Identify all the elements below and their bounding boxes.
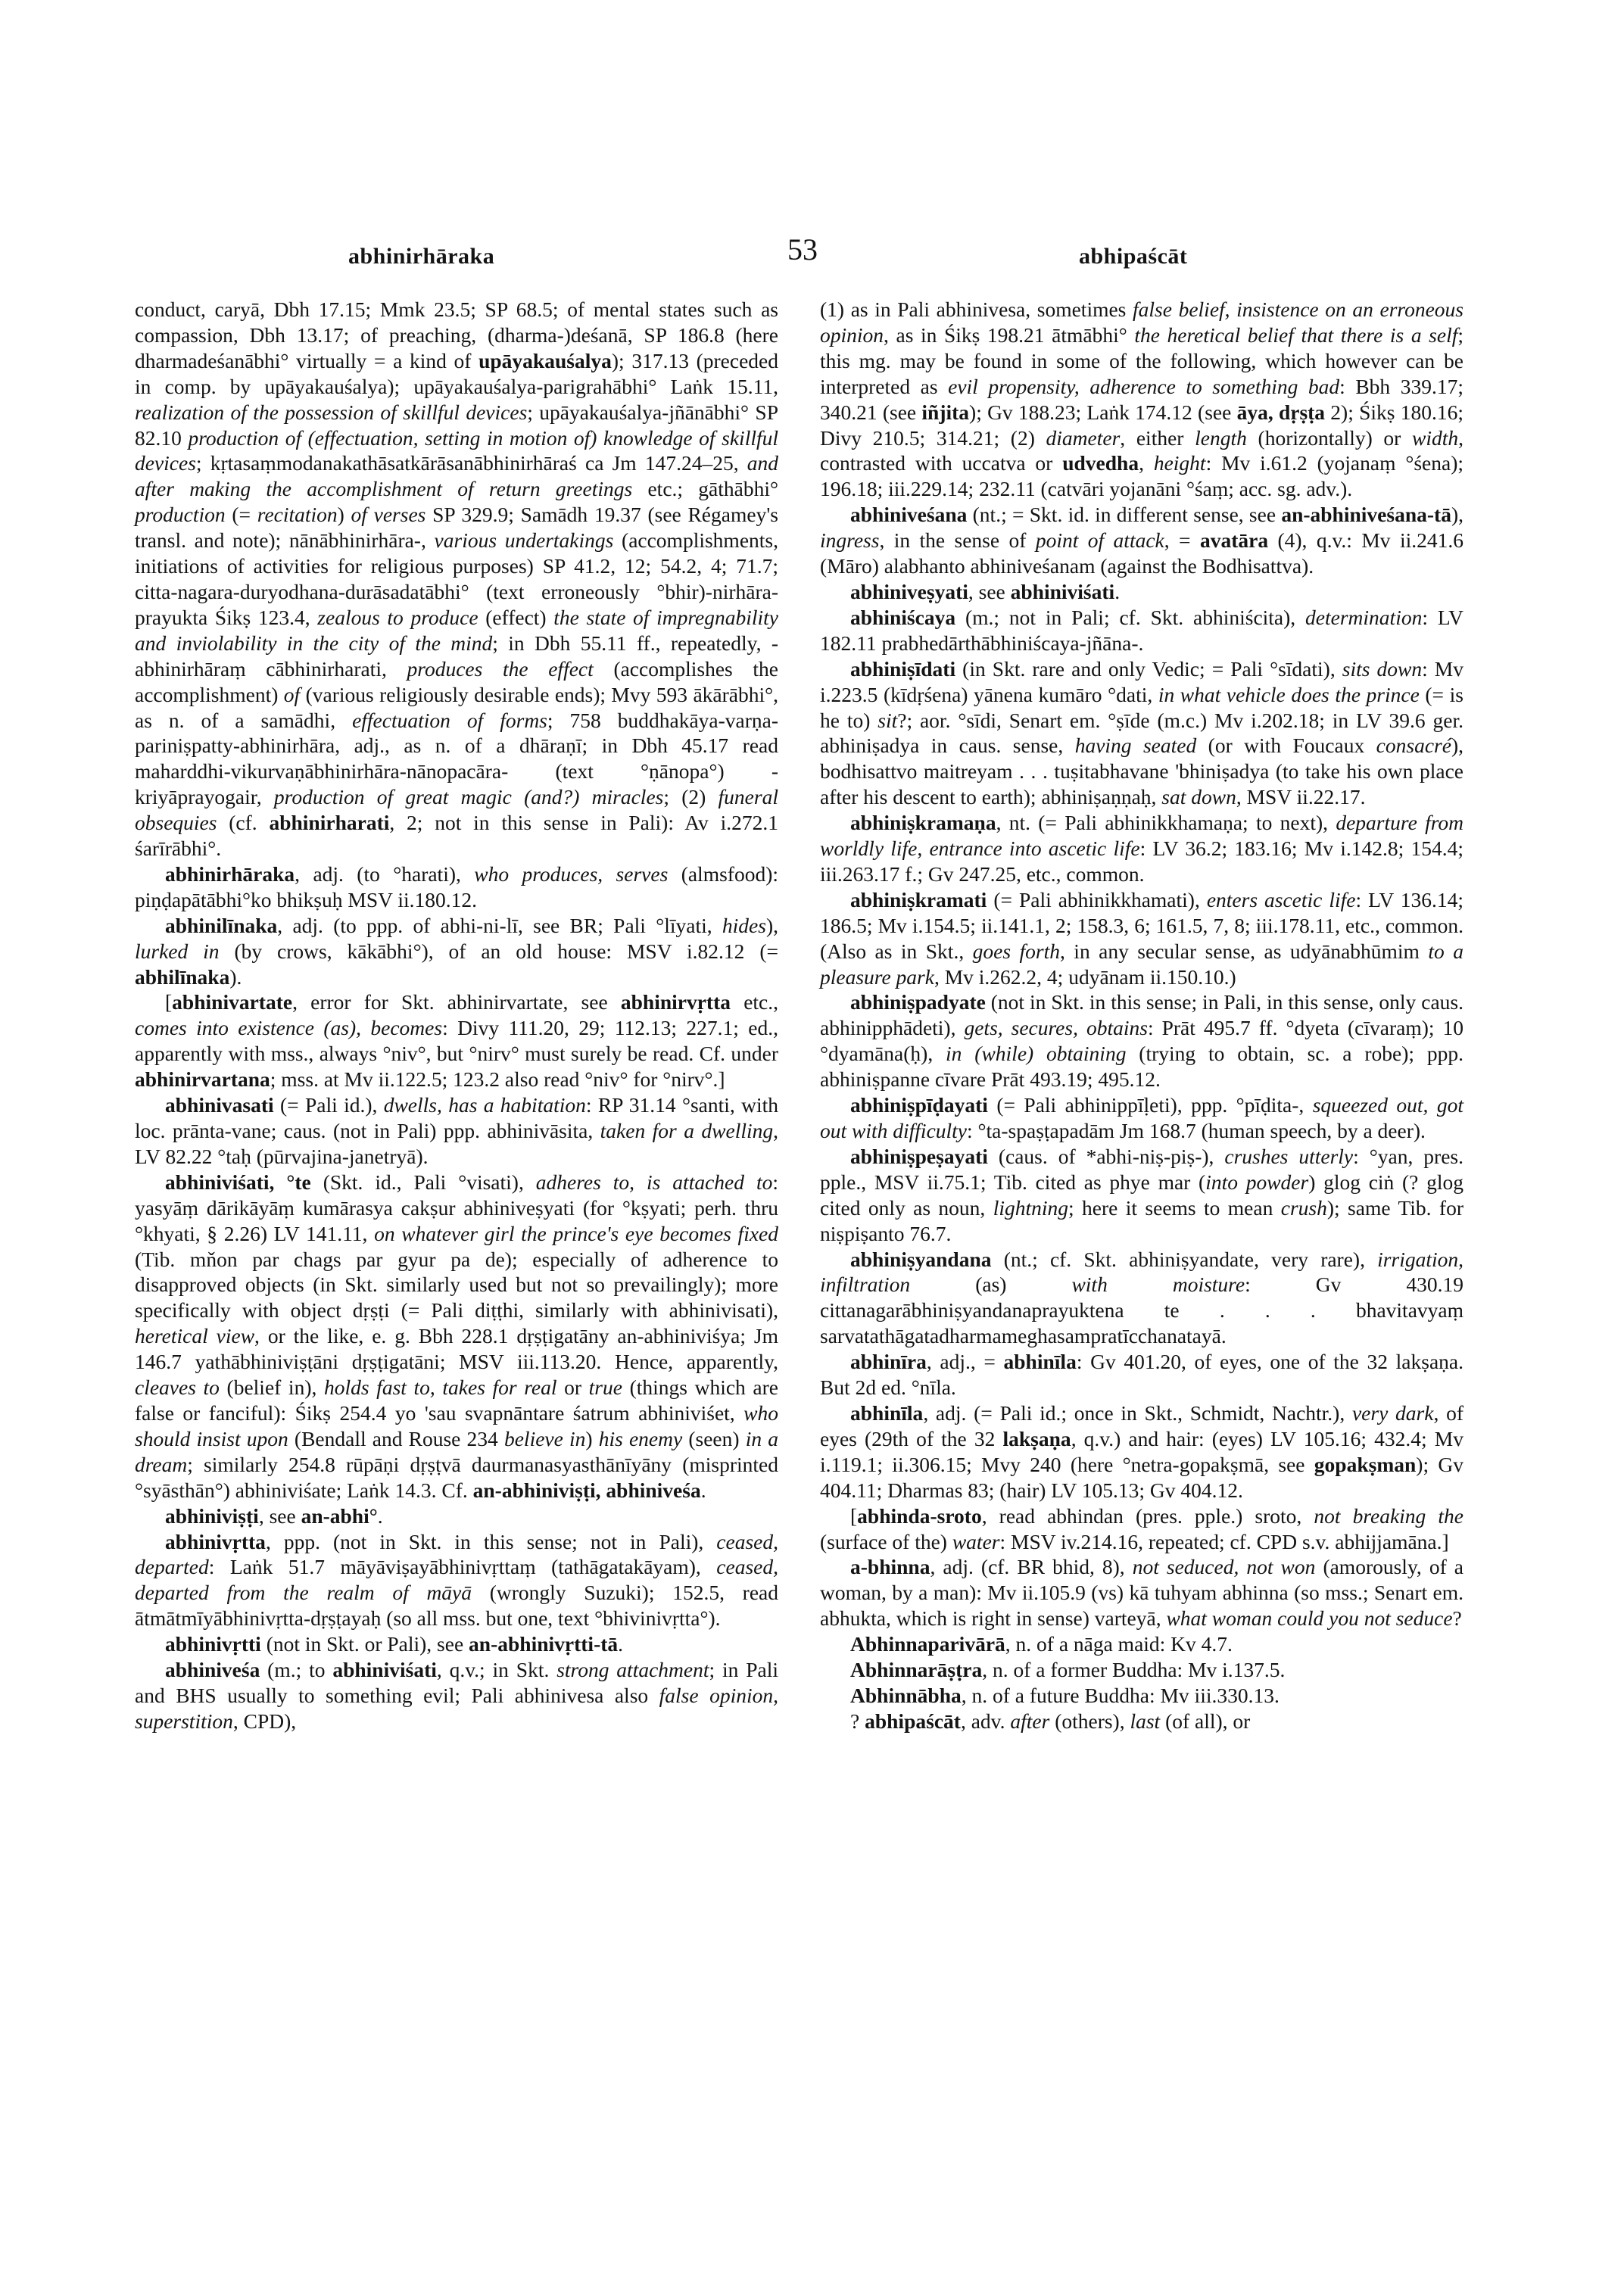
- gloss-text: sits down: [1342, 656, 1423, 681]
- gloss-text: not breaking the: [1314, 1503, 1463, 1528]
- entry-text: , either: [1120, 425, 1195, 450]
- entry-text: : LV 136.14; 186.5; Mv i.154.5; ii.141.1, 2; 158.3, 6; 161.5, 7, 8; iii.178.11, etc., common. (Also as in Skt.,: [820, 887, 1463, 963]
- entry-text: , q.v.; in Skt.: [436, 1658, 557, 1682]
- headword: abhilīnaka: [135, 964, 230, 989]
- gloss-text: and after making the accomplishment of return greetings: [135, 451, 778, 501]
- entry-text: : °yan, pres. pple., MSV ii.75.1; Tib. cited as phye mar (: [820, 1144, 1463, 1194]
- entry-text: (horizontally) or: [1246, 425, 1412, 450]
- headword: abhinirvartana: [135, 1067, 270, 1092]
- headword: abhinirvṛtta: [620, 990, 731, 1014]
- entry-text: ?; aor. °sīdi, Senart em. °ṣīde (m.c.) Mv i.202.18; in LV 39.6 ger. abhiniṣadya in caus. sense,: [820, 708, 1463, 758]
- entry-text: , of eyes (29th of the 32: [820, 1400, 1463, 1450]
- headword: abhiniviśati: [1010, 579, 1115, 603]
- gloss-text: in what vehicle does the prince: [1158, 682, 1420, 706]
- headword: abhinivartate: [172, 990, 293, 1014]
- dictionary-entry: [820, 1554, 1463, 1631]
- entry-text: , or the like, e. g. Bbh 228.1 dṛṣṭigatāny an-abhiniviśya; Jm 146.7 yathābhiniviṣṭāni dṛṣṭigatāni; MSV iii.113.20. Hence, apparently,: [135, 1324, 778, 1374]
- entry-text: ),: [1451, 503, 1463, 527]
- entry-text: (in Skt. rare and only Vedic; = Pali °sīdati),: [955, 656, 1342, 681]
- entry-text: (Skt. id., Pali °visati),: [310, 1170, 536, 1194]
- entry-text: , in any secular sense, as udyānabhūmim: [1059, 939, 1429, 963]
- gloss-text: taken for a dwelling: [600, 1119, 774, 1142]
- entry-text: (by crows, kākābhi°), of an old house: MSV i.82.12 (=: [219, 939, 778, 963]
- headword: abhiniveśa: [165, 1658, 260, 1682]
- gloss-text: width: [1412, 425, 1459, 450]
- gloss-text: produces the effect: [407, 656, 594, 681]
- entry-text: ).: [229, 964, 242, 989]
- gloss-text: production: [135, 503, 226, 527]
- dictionary-entry: [135, 1529, 778, 1632]
- headword: abhinivṛtti: [165, 1632, 261, 1656]
- entry-text: (surface of the): [820, 1529, 952, 1553]
- gloss-text: lurked in: [135, 939, 220, 963]
- entry-text: (caus. of *abhi-niṣ-piṣ-),: [987, 1144, 1225, 1168]
- gloss-text: heretical view: [135, 1324, 255, 1348]
- entry-text: (amorously, of a woman, by a man): Mv ii.105.9 (vs) kā tuhyam abhinna (so mss.; Senart em. abhukta, which is right in sense) varteyā,: [820, 1555, 1463, 1631]
- entry-text: , 2; not in this sense in Pali): Av i.272.1 śarīrābhi°.: [135, 811, 778, 861]
- gloss-text: departure from worldly life, entrance into ascetic life: [820, 811, 1463, 861]
- gloss-text: in (while) obtaining: [946, 1042, 1127, 1066]
- dictionary-entry: [820, 1683, 1463, 1709]
- gloss-text: comes into existence (as), becomes: [135, 1016, 443, 1040]
- gloss-text: cleaves to: [135, 1375, 220, 1400]
- headword: iñjita: [921, 400, 970, 424]
- dictionary-entry: [820, 1631, 1463, 1657]
- entry-text: (= Pali id.),: [273, 1093, 384, 1117]
- page-number: 53: [787, 232, 818, 266]
- entry-text: (m.; not in Pali; cf. Skt. abhiniścita),: [955, 605, 1306, 629]
- entry-text: (things which are false or fanciful): Śikṣ 254.4 yo 'sau svapnāntare śatrum abhiniviśet,: [135, 1375, 778, 1425]
- entry-text: (of all), or: [1160, 1709, 1251, 1733]
- entry-text: ; upāyakauśalya-jñānābhi° SP 82.10: [135, 400, 778, 450]
- entry-text: , LV 82.22 °taḥ (pūrvajina-janetryā).: [135, 1119, 778, 1168]
- gloss-text: ceased, departed from the realm of māyā: [135, 1555, 778, 1605]
- entry-text: ): [585, 1426, 599, 1450]
- entry-text: [: [165, 990, 173, 1014]
- gloss-text: lightning: [993, 1195, 1068, 1220]
- gloss-text: false opinion, superstition: [135, 1683, 778, 1733]
- gloss-text: height: [1153, 451, 1206, 475]
- entry-text: : Prāt 495.7 ff. °dyeta (cīvaraṃ); 10 °dyamāna(ḥ),: [820, 1016, 1464, 1066]
- gloss-text: water: [952, 1529, 1000, 1553]
- headword: abhinīla: [850, 1400, 924, 1425]
- gloss-text: funeral obsequies: [135, 785, 778, 835]
- entry-text: .: [618, 1632, 624, 1656]
- dictionary-entry: [135, 1503, 778, 1529]
- entry-text: , adj. (= Pali id.; once in Skt., Schmidt, Nachtr.),: [923, 1400, 1352, 1425]
- entry-text: , see: [968, 579, 1011, 603]
- headword: abhiniveṣyati: [850, 579, 968, 603]
- gloss-text: into powder: [1205, 1170, 1309, 1194]
- headword: upāyakauśalya: [478, 348, 612, 372]
- headword: gopakṣman: [1314, 1452, 1417, 1476]
- entry-text: : Gv 430.19 cittanagarābhiniṣyandanaprayuktena te . . . bhavitavyaṃ sarvatathāgatadharmameghasampratīcchanatayā.: [820, 1273, 1463, 1348]
- gloss-text: effectuation of forms: [352, 708, 547, 732]
- entry-text: , =: [1164, 528, 1200, 553]
- gloss-text: production of (effectuation, setting in motion of) knowledge of skillful devices: [135, 425, 779, 475]
- entry-continuation: [820, 297, 1463, 502]
- running-head-right: abhipaścāt: [1079, 244, 1188, 269]
- headword: abhiniṣpīḍayati: [850, 1093, 988, 1117]
- entry-text: , read abhindan (pres. pple.) sroto,: [981, 1503, 1314, 1528]
- headword: abhiniṣpadyate: [850, 990, 986, 1014]
- dictionary-entry: [820, 1349, 1463, 1400]
- dictionary-entry: [820, 887, 1463, 990]
- dictionary-entry: [820, 810, 1463, 887]
- entry-text: (as): [910, 1273, 1072, 1297]
- gloss-text: what woman could you not seduce: [1166, 1606, 1453, 1631]
- entry-text: ; here it seems to mean: [1068, 1195, 1281, 1220]
- gloss-text: enters ascetic life: [1206, 887, 1356, 911]
- entry-text: , error for Skt. abhinirvartate, see: [292, 990, 621, 1014]
- entry-text: ?: [850, 1709, 865, 1733]
- gloss-text: length: [1195, 425, 1247, 450]
- entry-text: (= Pali abhinippīḷeti), ppp. °pīḍita-,: [987, 1093, 1313, 1117]
- gloss-text: gets, secures, obtains: [964, 1016, 1148, 1040]
- headword: abhinda-sroto: [857, 1503, 982, 1528]
- entry-text: , MSV ii.22.17.: [1236, 785, 1366, 809]
- dictionary-entry: [820, 1657, 1463, 1683]
- entry-text: (almsfood): piṇḍapātābhi°ko bhikṣuḥ MSV ii.180.12.: [135, 861, 778, 911]
- gloss-text: diameter: [1046, 425, 1121, 450]
- dictionary-entry: [135, 1657, 778, 1734]
- entry-text: ,: [1139, 451, 1154, 475]
- entry-text: ; this mg. may be found in some of the following, which however can be interpreted as: [820, 322, 1463, 398]
- entry-text: , adj. (to °harati),: [295, 861, 475, 886]
- entry-text: conduct, caryā, Dbh 17.15; Mmk 23.5; SP 68.5; of mental states such as compassion, Dbh 13.17; of preaching, (dharma-)deśanā, SP 186.8 (here dharmadeśanābhi° virtually = a kind of: [135, 298, 778, 372]
- entry-text: , adj. (cf. BR bhid, 8),: [930, 1555, 1133, 1579]
- gloss-text: believe in: [503, 1426, 586, 1450]
- gloss-text: sit: [877, 708, 898, 732]
- entry-text: : Mv i.223.5 (kīdṛśena) yānena kumāro °dati,: [820, 656, 1464, 706]
- entry-text: (Bendall and Rouse 234: [288, 1426, 504, 1450]
- entry-text: (belief in),: [219, 1375, 324, 1400]
- gloss-text: goes forth: [972, 939, 1060, 963]
- gloss-text: irrigation, infiltration: [820, 1247, 1463, 1297]
- entry-text: : RP 31.14 °santi, with loc. prānta-vane; caus. (not in Pali) ppp. abhinivāsita,: [135, 1093, 779, 1142]
- headword: an-abhi°: [301, 1503, 378, 1528]
- entry-text: , q.v.) and hair: (eyes) LV 105.16; 432.4; Mv i.119.1; ii.306.15; Mvy 240 (here °netra-gopakṣmā, see: [820, 1426, 1463, 1476]
- entry-text: (trying to obtain, sc. a robe); ppp. abhiniṣpanne cīvare Prāt 493.19; 495.12.: [820, 1042, 1463, 1092]
- dictionary-entry: [820, 989, 1463, 1092]
- headword: abhiniṣkramaṇa: [850, 811, 996, 835]
- entry-text: (=: [225, 503, 257, 527]
- gloss-text: on whatever girl the prince's eye becomes fixed: [374, 1221, 778, 1245]
- dictionary-entry: [820, 1709, 1463, 1734]
- headword: abhiniviṣṭi: [165, 1503, 259, 1528]
- entry-text: : Gv 401.20, of eyes, one of the 32 lakṣaṇa. But 2d ed. °nīla.: [820, 1350, 1463, 1400]
- entry-text: (4), q.v.: Mv ii.241.6 (Māro) alabhanto abhiniveśanam (against the Bodhisattva).: [820, 528, 1463, 578]
- gloss-text: point of attack: [1035, 528, 1164, 553]
- dictionary-entry: [820, 1092, 1463, 1144]
- entry-text: ; 758 buddhakāya-varṇa-pariniṣpatty-abhinirhāra, adj., as n. of a dhāraṇī; in Dbh 45.17 read maharddhi-vikurvaṇābhinirhāra-nānopacāra- (text °ṇānopa°) -kriyāprayogair,: [135, 708, 778, 809]
- headword: abhiniveśana: [850, 503, 968, 527]
- headword: abhiniṣkramati: [850, 887, 987, 911]
- gloss-text: false belief, insistence on an erroneous opinion: [820, 298, 1463, 347]
- dictionary-entry: [135, 1092, 778, 1170]
- entry-text: , adj., =: [926, 1350, 1004, 1374]
- entry-text: , CPD),: [232, 1709, 297, 1733]
- entry-text: ): [337, 503, 351, 527]
- entry-text: , as in Śikṣ 198.21 ātmābhi°: [884, 322, 1135, 347]
- gloss-text: ceased, departed: [135, 1529, 778, 1579]
- dictionary-entry: [135, 989, 778, 1092]
- headword: abhinīra: [850, 1350, 927, 1374]
- entry-text: ; (2): [663, 785, 718, 809]
- gloss-text: last: [1130, 1709, 1161, 1733]
- dictionary-entry: [820, 1144, 1463, 1247]
- gloss-text: who produces, serves: [474, 861, 669, 886]
- gloss-text: in a dream: [135, 1426, 779, 1476]
- gloss-text: various undertakings: [434, 528, 614, 553]
- entry-text: , in the sense of: [879, 528, 1036, 553]
- gloss-text: strong attachment: [556, 1658, 709, 1682]
- entry-text: (not in Skt. or Pali), see: [260, 1632, 469, 1656]
- entry-text: : Laṅk 51.7 māyāviṣayābhinivṛttaṃ (tathāgatakāyam),: [208, 1555, 717, 1579]
- gloss-text: determination: [1305, 605, 1423, 629]
- entry-text: : Mv i.61.2 (yojanaṃ °śena); 196.18; iii.229.14; 232.11 (catvāri yojanāni °śaṃ; acc. sg. adv.).: [820, 451, 1463, 501]
- entry-text: (1) as in Pali abhinivesa, sometimes: [820, 298, 1133, 321]
- entry-text: (= Pali abhinikkhamati),: [987, 887, 1207, 911]
- gloss-text: dwells, has a habitation: [383, 1093, 586, 1117]
- entry-text: ; kṛtasaṃmodanakathāsatkārāsanābhinirhāraś ca Jm 147.24–25,: [195, 451, 747, 475]
- entry-text: ?: [1452, 1606, 1462, 1631]
- entry-text: ); same Tib. for niṣpiṣanto 76.7.: [820, 1195, 1463, 1245]
- entry-text: etc.; gāthābhi°: [632, 477, 778, 501]
- entry-text: : Bbh 339.17; 340.21 (see: [820, 374, 1463, 424]
- entry-text: : Divy 111.20, 29; 112.13; 227.1; ed., apparently with mss., always °niv°, but °nirv° must surely be read. Cf. under: [135, 1016, 778, 1066]
- entry-text: (not in Skt. in this sense; in Pali, in this sense, only caus. abhinipphādeti),: [820, 990, 1463, 1040]
- entry-text: (cf.: [217, 811, 270, 835]
- headword: Abhinnābha: [850, 1683, 962, 1707]
- gloss-text: after: [1010, 1709, 1050, 1733]
- entry-text: .: [1114, 579, 1121, 603]
- entry-text: (m.; to: [260, 1658, 333, 1682]
- gloss-text: hides: [722, 913, 766, 937]
- entry-text: , n. of a nāga maid: Kv 4.7.: [1005, 1632, 1233, 1656]
- gloss-text: his enemy: [598, 1426, 683, 1450]
- dictionary-entry: [135, 1631, 778, 1657]
- gloss-text: of: [283, 682, 301, 706]
- gloss-text: to a pleasure park: [820, 939, 1463, 989]
- headword: abhiniṣpeṣayati: [850, 1144, 988, 1168]
- entry-text: ) glog ciṅ (? glog cited only as noun,: [820, 1170, 1463, 1220]
- entry-text: SP 329.9; Samādh 19.37 (see Régamey's transl. and note); nānābhinirhāra-,: [135, 503, 778, 553]
- entry-text: , ppp. (not in Skt. in this sense; not in Pali),: [265, 1529, 717, 1553]
- dictionary-entry: [820, 1247, 1463, 1350]
- entry-text: : LV 182.11 prabhedārthābhiniścaya-jñāna-.: [820, 605, 1463, 655]
- gloss-text: crush: [1280, 1195, 1327, 1220]
- entry-text: (effect): [478, 605, 554, 629]
- entry-text: .: [377, 1503, 383, 1528]
- headword: lakṣaṇa: [1002, 1426, 1071, 1450]
- entry-text: .: [700, 1478, 706, 1502]
- gloss-text: ingress: [820, 528, 880, 553]
- entry-text: , n. of a former Buddha: Mv i.137.5.: [982, 1658, 1286, 1682]
- entry-text: ; mss. at Mv ii.122.5; 123.2 also read °niv° for °nirv°.]: [270, 1067, 725, 1092]
- gloss-text: sat down: [1161, 785, 1236, 809]
- entry-text: ; similarly 254.8 rūpāṇi dṛṣṭvā daurmanasyasthānīyāny (misprinted °syāsthān°) abhiniviśate; Laṅk 14.3. Cf.: [135, 1452, 778, 1502]
- dictionary-entry: [820, 502, 1463, 579]
- gloss-text: who should insist upon: [135, 1400, 778, 1450]
- headword: abhipaścāt: [865, 1709, 961, 1733]
- entry-text: ; in Pali and BHS usually to something evil; Pali abhinivesa also: [135, 1658, 778, 1707]
- headword: abhinirhāraka: [165, 861, 295, 886]
- gloss-text: with moisture: [1071, 1273, 1245, 1297]
- entry-text: etc.,: [731, 990, 778, 1014]
- gloss-text: consacré: [1376, 734, 1451, 758]
- dictionary-entry: [135, 861, 778, 913]
- dictionary-entry: [135, 913, 778, 990]
- dictionary-entry: [820, 605, 1463, 656]
- headword: an-abhiniviṣṭi, abhiniveśa: [472, 1478, 701, 1502]
- entry-text: (nt.; cf. Skt. abhiniṣyandate, very rare),: [991, 1247, 1378, 1271]
- gloss-text: adheres to, is attached to: [535, 1170, 773, 1194]
- headword: abhiniṣyandana: [850, 1247, 992, 1271]
- entry-text: ); Gv 404.11; Dharmas 83; (hair) LV 105.13; Gv 404.12.: [820, 1452, 1463, 1502]
- headword: a-bhinna: [850, 1555, 930, 1579]
- entry-text: : °ta-spaṣṭapadām Jm 168.7 (human speech, by a deer).: [967, 1119, 1426, 1142]
- dictionary-entry: [820, 1503, 1463, 1555]
- gloss-text: production of great magic (and?) miracles: [273, 785, 664, 809]
- entry-text: (or with Foucaux: [1196, 734, 1376, 758]
- gloss-text: the heretical belief that there is a self: [1134, 322, 1458, 347]
- gloss-text: the state of impregnability and inviolability in the city of the mind: [135, 605, 778, 655]
- entry-text: , Mv i.262.2, 4; udyānam ii.150.10.): [934, 964, 1236, 989]
- headword: abhinīla: [1003, 1350, 1077, 1374]
- headword: an-abhiniveśana-tā: [1281, 503, 1451, 527]
- entry-text: (accomplishes the accomplishment): [135, 656, 779, 706]
- gloss-text: evil propensity, adherence to something bad: [948, 374, 1340, 398]
- entry-text: (nt.; = Skt. id. in different sense, see: [967, 503, 1282, 527]
- entry-continuation: [135, 297, 778, 861]
- left-column: [135, 297, 778, 1734]
- gloss-text: having seated: [1074, 734, 1197, 758]
- gloss-text: holds fast to, takes for real: [323, 1375, 557, 1400]
- headword: abhinirharati: [269, 811, 390, 835]
- entry-text: 2); Śikṣ 180.16; Divy 210.5; 314.21; (2): [820, 400, 1463, 450]
- headword: abhiniṣīdati: [850, 656, 956, 681]
- entry-text: , contrasted with uccatva or: [820, 425, 1463, 475]
- entry-text: , n. of a future Buddha: Mv iii.330.13.: [961, 1683, 1280, 1707]
- gloss-text: realization of the possession of skillful devices: [135, 400, 528, 424]
- entry-text: [: [850, 1503, 858, 1528]
- gloss-text: recitation: [257, 503, 338, 527]
- gloss-text: squeezed out, got out with difficulty: [820, 1093, 1463, 1142]
- entry-text: ), bodhisattvo maitreyam . . . tuṣitabhavane 'bhiniṣadya (to take his own place after his descent to earth); abhiniṣaṇṇaḥ,: [820, 734, 1463, 809]
- headword: abhiniviśati: [332, 1658, 437, 1682]
- headword: abhinivṛtta: [165, 1529, 266, 1553]
- entry-text: : LV 36.2; 183.16; Mv i.142.8; 154.4; iii.263.17 f.; Gv 247.25, etc., common.: [820, 837, 1463, 886]
- headword: an-abhinivṛtti-tā: [469, 1632, 619, 1656]
- headword: abhinilīnaka: [165, 913, 278, 937]
- entry-text: or: [556, 1375, 589, 1400]
- right-column: [820, 297, 1463, 1734]
- entry-text: ; in Dbh 55.11 ff., repeatedly, -abhinirhāraṃ cābhinirharati,: [135, 631, 778, 681]
- dictionary-entry: [135, 1170, 778, 1503]
- dictionary-entry: [820, 656, 1463, 810]
- headword: abhinivasati: [165, 1093, 274, 1117]
- entry-text: , adj. (to ppp. of abhi-ni-lī, see BR; Pali °līyati,: [277, 913, 722, 937]
- headword: avatāra: [1199, 528, 1269, 553]
- headword: Abhinnaparivārā: [850, 1632, 1005, 1656]
- entry-text: : yasyāṃ dārikāyāṃ kumārasya cakṣur abhiniveṣyati (for °kṣyati; perh. thru °khyati, § 2.26) LV 141.11,: [135, 1170, 778, 1245]
- running-head-left: abhinirhāraka: [348, 244, 495, 269]
- entry-text: ); 317.13 (preceded in comp. by upāyakauśalya); upāyakauśalya-parigrahābhi° Laṅk 15.11,: [135, 348, 778, 398]
- headword: Abhinnarāṣṭra: [850, 1658, 983, 1682]
- headword: abhiniviśati, °te: [165, 1170, 311, 1194]
- entry-text: (accomplishments, initiations of activities for religious purposes) SP 41.2, 12; 54.2, 4; 71.7; citta-nagara-duryodhana-durāsadatābhi° (text erroneously °bhir)-nirhāra-prayukta Śikṣ 123.4,: [135, 528, 778, 629]
- entry-text: , nt. (= Pali abhinikkhamaṇa; to next),: [996, 811, 1336, 835]
- entry-text: (= is he to): [820, 682, 1463, 732]
- headword: abhiniścaya: [850, 605, 956, 629]
- entry-text: (Tib. mňon par chags par gyur pa de); especially of adherence to disapproved objects (in Skt. similarly used but not so prevailingly); more specifically with object dṛṣṭi (= Pali diṭṭhi, similarly with abhinivisati),: [135, 1247, 778, 1323]
- entry-text: : MSV iv.214.16, repeated; cf. CPD s.v. abhijjamāna.]: [999, 1529, 1449, 1553]
- gloss-text: true: [588, 1375, 622, 1400]
- entry-text: , adv.: [960, 1709, 1011, 1733]
- entry-text: (seen): [682, 1426, 746, 1450]
- entry-text: ); Gv 188.23; Laṅk 174.12 (see: [969, 400, 1237, 424]
- entry-text: (others),: [1049, 1709, 1130, 1733]
- entry-text: (wrongly Suzuki); 152.5, read ātmātmīyābhinivṛtta-dṛṣṭayaḥ (so all mss. but one, text °bhivinivṛtta°).: [135, 1581, 778, 1631]
- headword: udvedha: [1062, 451, 1139, 475]
- gloss-text: crushes utterly: [1224, 1144, 1354, 1168]
- dictionary-entry: [820, 579, 1463, 605]
- gloss-text: of verses: [351, 503, 426, 527]
- gloss-text: very dark: [1351, 1400, 1434, 1425]
- gloss-text: zealous to produce: [317, 605, 478, 629]
- dictionary-entry: [820, 1400, 1463, 1503]
- entry-text: , see: [258, 1503, 301, 1528]
- entry-text: (various religiously desirable ends); Mvy 593 ākārābhi°, as n. of a samādhi,: [135, 682, 778, 732]
- headword: āya, dṛṣṭa: [1236, 400, 1326, 424]
- entry-text: ),: [765, 913, 778, 937]
- gloss-text: not seduced, not won: [1132, 1555, 1316, 1579]
